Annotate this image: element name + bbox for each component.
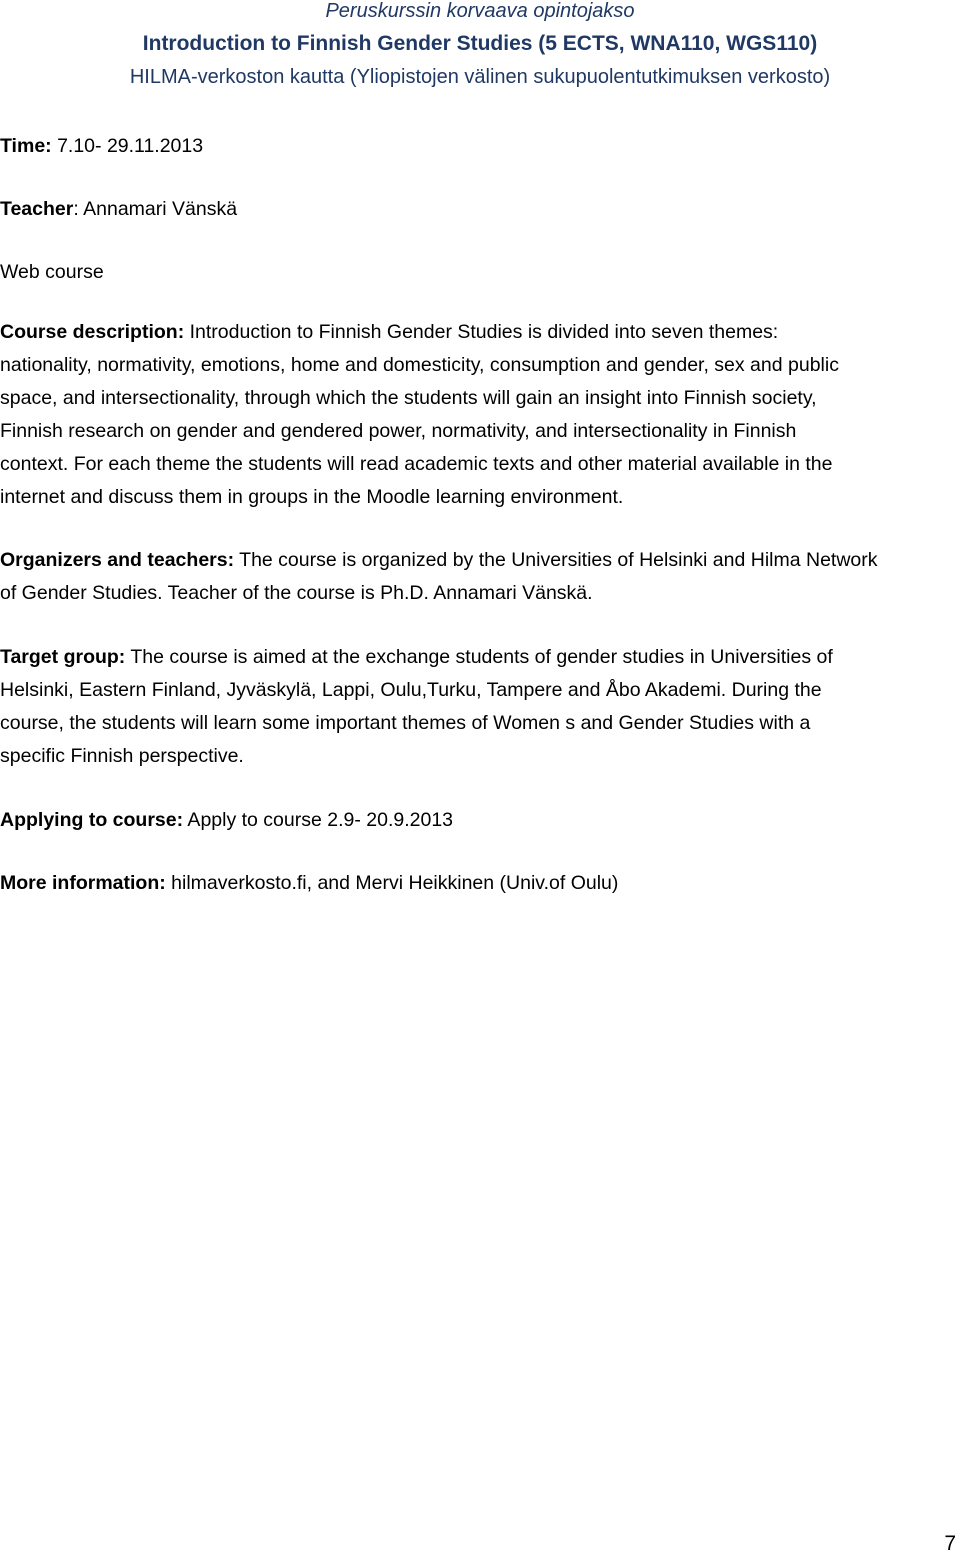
kicker-text: Peruskurssin korvaava opintojakso	[325, 0, 635, 22]
course-title: Introduction to Finnish Gender Studies (5 ECTS, WNA110, WGS110)	[142, 32, 818, 55]
teacher-label: Teacher	[0, 198, 74, 220]
organizers-label: Organizers and teachers:	[0, 549, 235, 571]
description-line: internet and discuss them in groups in the Moodle learning environment.	[0, 486, 624, 508]
target-label: Target group:	[0, 646, 126, 668]
network-subtitle: HILMA-verkoston kautta (Yliopistojen välinen sukupuolentutkimuksen verkosto)	[129, 66, 831, 88]
more-info-value: hilmaverkosto.fi, and Mervi Heikkinen (Univ.of Oulu)	[165, 872, 619, 894]
applying-value: Apply to course 2.9- 20.9.2013	[183, 809, 454, 831]
time-label: Time:	[0, 135, 52, 157]
target-line: Helsinki, Eastern Finland, Jyväskylä, Lappi, Oulu,Turku, Tampere and Åbo Akademi. During the	[0, 679, 822, 701]
description-line: space, and intersectionality, through which the students will gain an insight into Finnish society,	[0, 387, 817, 409]
description-line: Finnish research on gender and gendered power, normativity, and intersectionality in Finnish	[0, 420, 797, 442]
target-group-section	[0, 641, 958, 773]
teacher-value: : Annamari Vänskä	[73, 198, 238, 220]
description-label: Course description:	[0, 321, 185, 343]
time-line	[0, 130, 203, 163]
more-info-line	[0, 867, 618, 900]
applying-label: Applying to course:	[0, 809, 184, 831]
organizers-line: of Gender Studies. Teacher of the course is Ph.D. Annamari Vänskä.	[0, 582, 593, 604]
target-line: course, the students will learn some important themes of Women s and Gender Studies with a	[0, 712, 811, 734]
applying-line	[0, 804, 453, 837]
target-line: specific Finnish perspective.	[0, 745, 244, 767]
web-course-line: Web course	[0, 261, 104, 283]
description-text: Introduction to Finnish Gender Studies is divided into seven themes:	[184, 321, 779, 343]
target-line	[0, 641, 958, 674]
time-value: 7.10- 29.11.2013	[51, 135, 204, 157]
more-info-label: More information:	[0, 872, 166, 894]
target-text: The course is aimed at the exchange students of gender studies in Universities of	[125, 646, 833, 668]
course-description	[0, 316, 958, 514]
organizers-section	[0, 544, 958, 610]
organizers-text: The course is organized by the Universities of Helsinki and Hilma Network	[234, 549, 878, 571]
description-line: context. For each theme the students will read academic texts and other material available in the	[0, 453, 833, 475]
description-line: nationality, normativity, emotions, home and domesticity, consumption and gender, sex and public	[0, 354, 839, 376]
description-line	[0, 316, 958, 349]
teacher-line	[0, 193, 237, 226]
page-number: 7	[944, 1532, 956, 1555]
organizers-line	[0, 544, 958, 577]
